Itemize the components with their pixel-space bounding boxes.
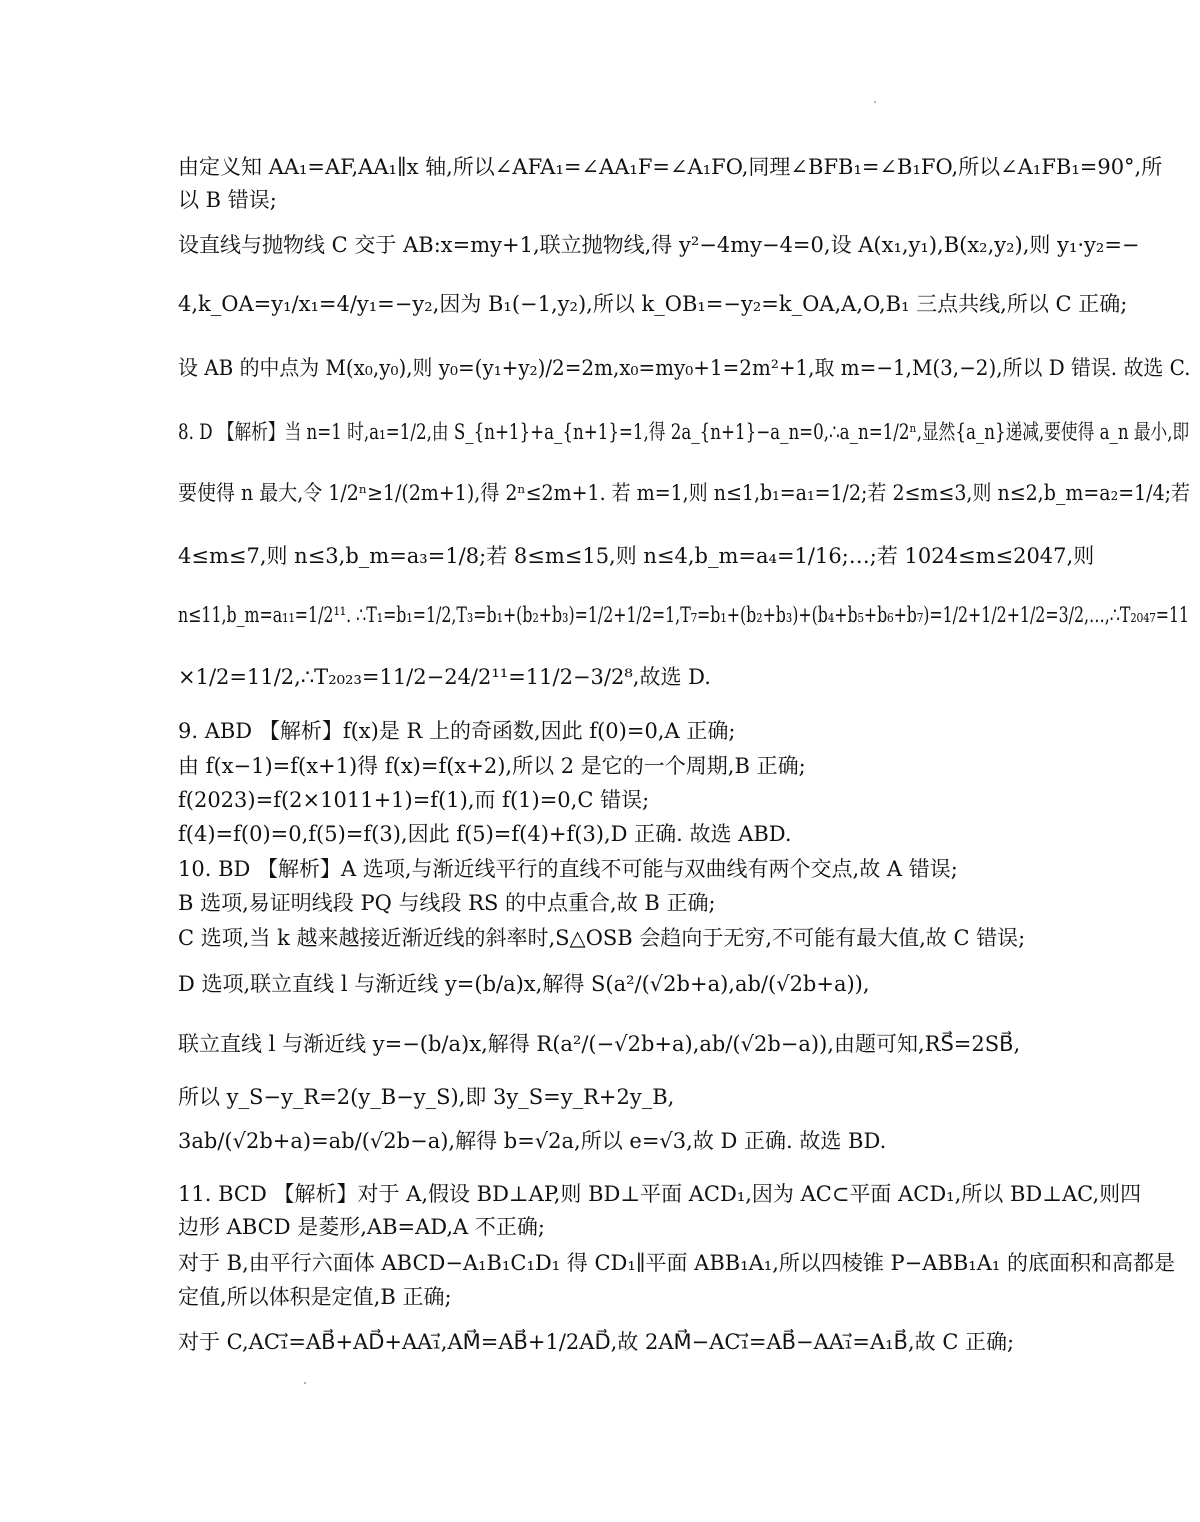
text-line: 对于 B,由平行六面体 ABCD−A₁B₁C₁D₁ 得 CD₁∥平面 ABB₁A₁,所以四棱锥 P−ABB₁A₁ 的底面积和高都是 [178, 1251, 1175, 1275]
text-line: 4≤m≤7,则 n≤3,b_m=a₃=1/8;若 8≤m≤15,则 n≤4,b_m=a₄=1/16;…;若 1024≤m≤2047,则 [178, 544, 1095, 568]
text-line: 所以 y_S−y_R=2(y_B−y_S),即 3y_S=y_R+2y_B, [178, 1085, 675, 1109]
text-line: 10. BD 【解析】A 选项,与渐近线平行的直线不可能与双曲线有两个交点,故 A 错误; [178, 857, 958, 881]
text-line: 11. BCD 【解析】对于 A,假设 BD⊥AP,则 BD⊥平面 ACD₁,因为 AC⊂平面 ACD₁,所以 BD⊥AC,则四 [178, 1182, 1142, 1206]
text-line: f(4)=f(0)=0,f(5)=f(3),因此 f(5)=f(4)+f(3),D 正确. 故选 ABD. [178, 822, 792, 846]
text-line: 由定义知 AA₁=AF,AA₁∥x 轴,所以∠AFA₁=∠AA₁F=∠A₁FO,同理∠BFB₁=∠B₁FO,所以∠A₁FB₁=90°,所 [178, 155, 1163, 179]
text-line: 9. ABD 【解析】f(x)是 R 上的奇函数,因此 f(0)=0,A 正确; [178, 719, 736, 743]
text-line: 设 AB 的中点为 M(x₀,y₀),则 y₀=(y₁+y₂)/2=2m,x₀=my₀+1=2m²+1,取 m=−1,M(3,−2),所以 D 错误. 故选 C. [178, 356, 1191, 380]
text-line: 联立直线 l 与渐近线 y=−(b/a)x,解得 R(a²/(−√2b+a),ab/(√2b−a)),由题可知,RS⃗=2SB⃗, [178, 1032, 1021, 1056]
text-line: C 选项,当 k 越来越接近渐近线的斜率时,S△OSB 会趋向于无穷,不可能有最大值,故 C 错误; [178, 926, 1026, 950]
text-line: 设直线与抛物线 C 交于 AB:x=my+1,联立抛物线,得 y²−4my−4=0,设 A(x₁,y₁),B(x₂,y₂),则 y₁·y₂=− [178, 233, 1140, 257]
text-line: ×1/2=11/2,∴T₂₀₂₃=11/2−24/2¹¹=11/2−3/2⁸,故选 D. [178, 665, 711, 689]
text-line: 由 f(x−1)=f(x+1)得 f(x)=f(x+2),所以 2 是它的一个周期,B 正确; [178, 754, 806, 778]
text-line: 8. D 【解析】当 n=1 时,a₁=1/2,由 S_{n+1}+a_{n+1}=1,得 2a_{n+1}−a_n=0,∴a_n=1/2ⁿ,显然{a_n}递减,要使得 a_n 最小,即 [178, 420, 1190, 444]
text-line: 要使得 n 最大,令 1/2ⁿ≥1/(2m+1),得 2ⁿ≤2m+1. 若 m=1,则 n≤1,b₁=a₁=1/2;若 2≤m≤3,则 n≤2,b_m=a₂=1/4;若 [178, 481, 1191, 505]
text-line: D 选项,联立直线 l 与渐近线 y=(b/a)x,解得 S(a²/(√2b+a),ab/(√2b+a)), [178, 972, 870, 996]
text-line: 边形 ABCD 是菱形,AB=AD,A 不正确; [178, 1215, 545, 1239]
text-line: B 选项,易证明线段 PQ 与线段 RS 的中点重合,故 B 正确; [178, 891, 716, 915]
text-line: f(2023)=f(2×1011+1)=f(1),而 f(1)=0,C 错误; [178, 788, 650, 812]
text-line: 4,k_OA=y₁/x₁=4/y₁=−y₂,因为 B₁(−1,y₂),所以 k_OB₁=−y₂=k_OA,A,O,B₁ 三点共线,所以 C 正确; [178, 292, 1128, 316]
text-line: 以 B 错误; [178, 188, 277, 212]
text-line: 对于 C,AC₁⃗=AB⃗+AD⃗+AA₁⃗,AM⃗=AB⃗+1/2AD⃗,故 2AM⃗−AC₁⃗=AB⃗−AA₁⃗=A₁B⃗,故 C 正确; [178, 1330, 1015, 1354]
text-line: 3ab/(√2b+a)=ab/(√2b−a),解得 b=√2a,所以 e=√3,故 D 正确. 故选 BD. [178, 1129, 887, 1153]
text-line: 定值,所以体积是定值,B 正确; [178, 1285, 452, 1309]
scan-dot [874, 101, 876, 103]
text-line: n≤11,b_m=a₁₁=1/2¹¹. ∴T₁=b₁=1/2,T₃=b₁+(b₂+b₃)=1/2+1/2=1,T₇=b₁+(b₂+b₃)+(b₄+b₅+b₆+b₇)=1/2+1/2+1/2=3/2,…,∴T₂₀₄₇=11 [178, 603, 1190, 627]
scan-dot [304, 1382, 306, 1384]
